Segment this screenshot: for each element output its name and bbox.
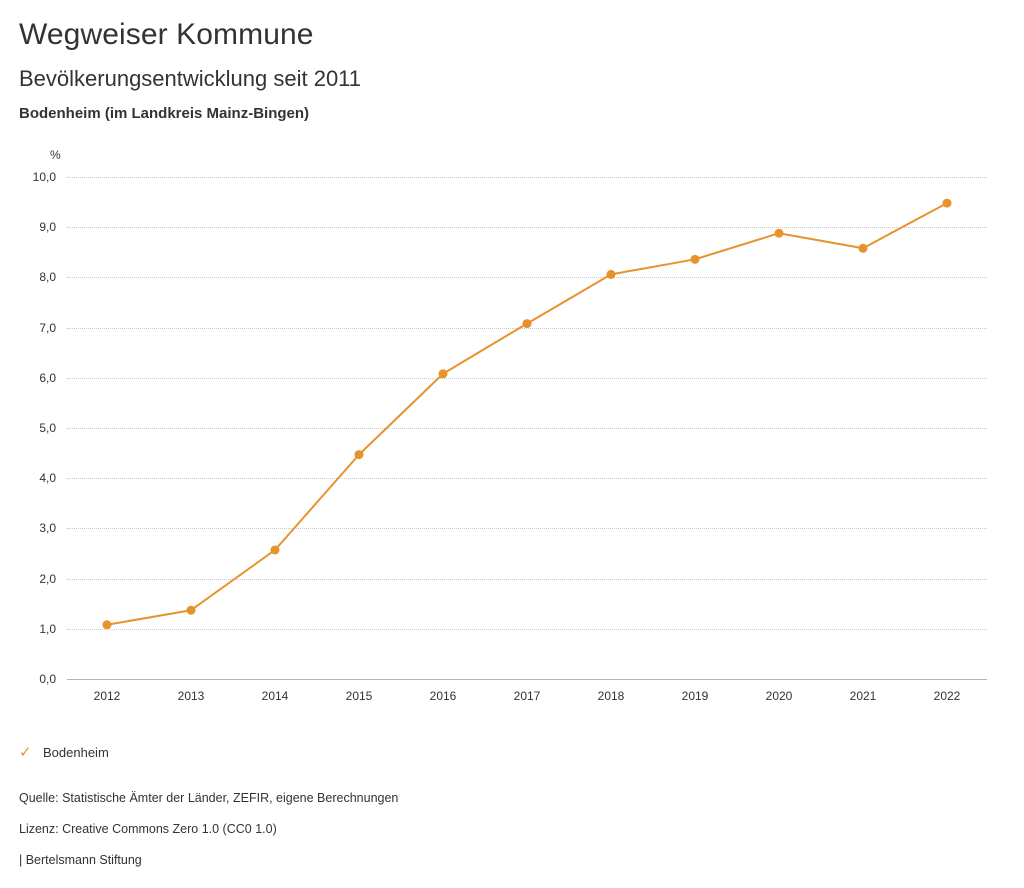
chart-container (0, 140, 1024, 730)
y-tick-label: 6,0 (39, 370, 56, 385)
chart-region-label: Bodenheim (im Landkreis Mainz-Bingen) (19, 105, 310, 122)
data-point[interactable] (775, 229, 784, 238)
page-title: Wegweiser Kommune (19, 18, 314, 51)
x-tick-label: 2014 (261, 689, 289, 703)
plot-area (67, 177, 987, 827)
x-tick-label: 2022 (933, 689, 961, 703)
data-point[interactable] (355, 450, 364, 459)
x-tick-label: 2019 (681, 689, 709, 703)
footer-publisher: | Bertelsmann Stiftung (19, 853, 142, 867)
x-axis-ticks (67, 679, 987, 709)
x-tick-label: 2018 (597, 689, 625, 703)
footer-license: Lizenz: Creative Commons Zero 1.0 (CC0 1.0) (19, 822, 277, 836)
data-point[interactable] (103, 620, 112, 629)
data-point[interactable] (943, 199, 952, 208)
data-point[interactable] (691, 255, 700, 264)
data-point[interactable] (271, 545, 280, 554)
y-tick-label: 1,0 (39, 621, 56, 636)
series-line-bodenheim (67, 177, 987, 679)
x-tick-label: 2015 (345, 689, 373, 703)
y-axis-ticks (10, 170, 56, 686)
series-line (107, 203, 947, 625)
x-tick-label: 2016 (429, 689, 457, 703)
data-point[interactable] (859, 244, 868, 253)
footer-source: Quelle: Statistische Ämter der Länder, ZEFIR, eigene Berechnungen (19, 791, 399, 805)
chart-subtitle: Bevölkerungsentwicklung seit 2011 (19, 66, 362, 91)
data-point[interactable] (607, 270, 616, 279)
footer (19, 783, 398, 876)
check-icon: ✓ (19, 744, 32, 761)
y-tick-label: 2,0 (39, 571, 56, 586)
y-tick-label: 7,0 (39, 320, 56, 335)
y-tick-label: 9,0 (39, 220, 56, 235)
data-point[interactable] (439, 369, 448, 378)
x-tick-label: 2021 (849, 689, 877, 703)
legend[interactable] (19, 745, 109, 760)
y-tick-label: 4,0 (39, 471, 56, 486)
y-axis-unit: % (50, 148, 61, 162)
x-tick-label: 2013 (177, 689, 205, 703)
y-tick-label: 0,0 (39, 672, 56, 686)
x-tick-label: 2020 (765, 689, 793, 703)
x-tick-label: 2012 (93, 689, 121, 703)
data-point[interactable] (523, 319, 532, 328)
y-tick-label: 10,0 (32, 170, 56, 184)
y-tick-label: 5,0 (39, 421, 56, 435)
y-tick-label: 3,0 (39, 521, 56, 536)
legend-item-label: Bodenheim (43, 745, 109, 760)
x-tick-label: 2017 (513, 689, 541, 703)
y-tick-label: 8,0 (39, 270, 56, 285)
data-point[interactable] (187, 606, 196, 615)
